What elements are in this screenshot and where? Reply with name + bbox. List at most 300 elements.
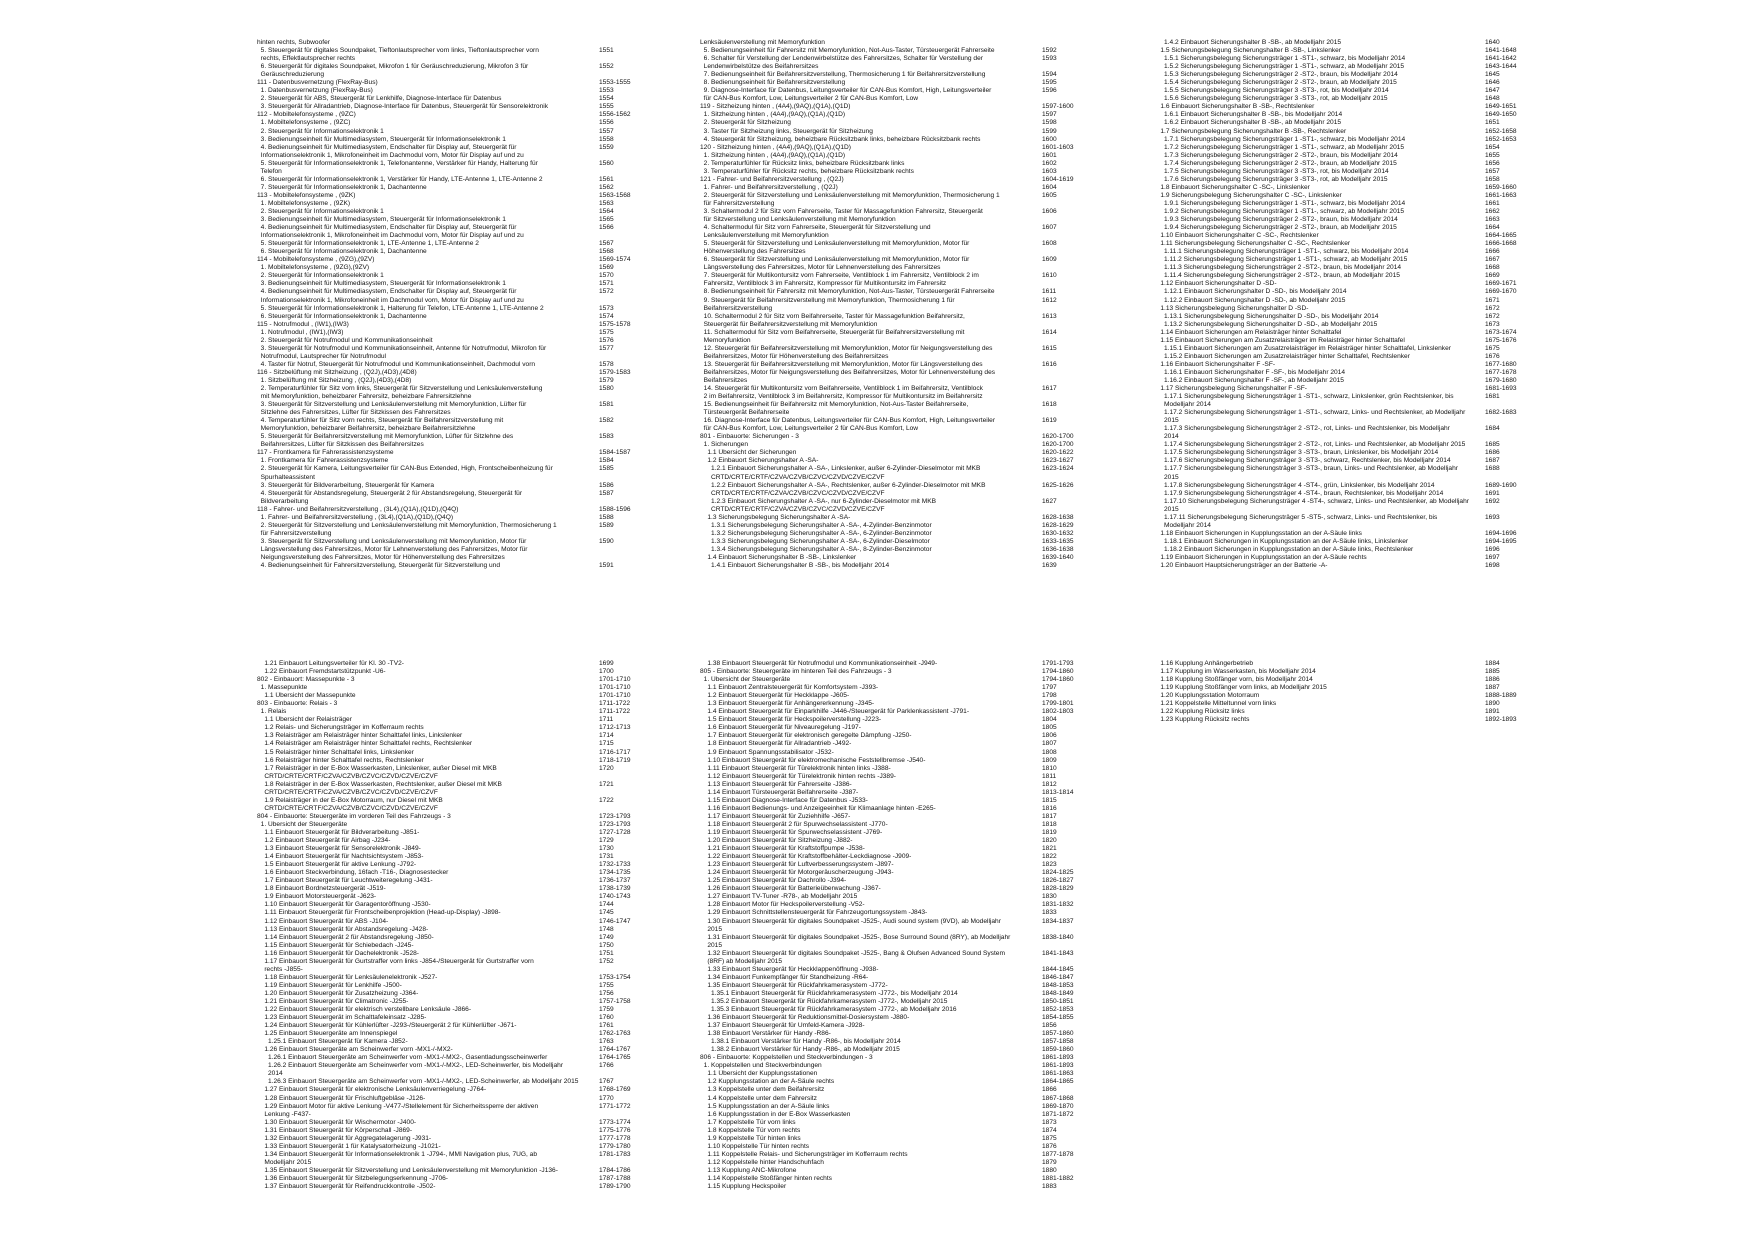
toc-entry[interactable] (700, 474, 1065, 482)
toc-entry[interactable] (700, 981, 1074, 990)
toc-entry[interactable] (1153, 288, 1517, 296)
toc-entry[interactable] (257, 144, 617, 152)
toc-entry[interactable] (257, 684, 631, 692)
toc-entry[interactable] (257, 538, 617, 546)
toc-entry[interactable] (257, 789, 617, 797)
toc-entry[interactable] (257, 385, 617, 393)
toc-entry[interactable] (700, 716, 1065, 724)
toc-entry[interactable] (257, 990, 617, 998)
toc-entry[interactable] (1153, 700, 1513, 708)
toc-entry[interactable] (1153, 87, 1513, 95)
toc-entry[interactable] (700, 668, 1074, 676)
toc-entry[interactable] (257, 668, 617, 676)
toc-entry[interactable] (700, 1175, 1074, 1183)
toc-entry[interactable] (700, 1054, 1074, 1062)
toc-entry[interactable] (257, 1046, 631, 1054)
toc-entry[interactable] (1153, 208, 1513, 216)
toc-entry[interactable] (257, 869, 631, 877)
toc-entry[interactable] (1153, 554, 1513, 562)
toc-entry[interactable] (700, 1094, 1074, 1103)
toc-entry[interactable] (700, 732, 1065, 740)
toc-entry[interactable] (1153, 474, 1513, 482)
toc-entry[interactable] (700, 1102, 1074, 1111)
toc-entry[interactable] (700, 152, 1065, 160)
toc-entry[interactable] (257, 1095, 617, 1103)
toc-entry[interactable] (257, 256, 631, 264)
toc-entry[interactable] (700, 329, 1065, 337)
toc-entry[interactable] (700, 917, 1074, 926)
toc-entry[interactable] (257, 522, 617, 530)
toc-entry[interactable] (1153, 498, 1513, 506)
toc-entry[interactable] (1153, 200, 1513, 208)
toc-entry[interactable] (257, 176, 617, 184)
toc-entry[interactable] (700, 1006, 1074, 1014)
toc-entry[interactable] (700, 1030, 1074, 1038)
toc-entry[interactable] (1153, 708, 1513, 716)
toc-entry[interactable] (1153, 240, 1517, 248)
toc-entry[interactable] (257, 1078, 617, 1086)
toc-entry[interactable] (700, 63, 1065, 71)
toc-entry[interactable] (700, 757, 1065, 765)
toc-entry[interactable] (700, 1062, 1074, 1070)
toc-entry[interactable] (700, 901, 1074, 909)
toc-entry[interactable] (1153, 692, 1517, 700)
toc-entry[interactable] (700, 684, 1065, 692)
toc-entry[interactable] (257, 482, 617, 490)
toc-entry[interactable] (700, 128, 1065, 136)
toc-entry[interactable] (1153, 537, 1517, 546)
toc-entry[interactable] (257, 337, 617, 345)
toc-entry[interactable] (700, 136, 1065, 144)
toc-entry[interactable] (257, 708, 631, 716)
toc-entry[interactable] (1153, 684, 1513, 692)
toc-entry[interactable] (700, 933, 1074, 942)
toc-entry[interactable] (700, 433, 1074, 441)
toc-entry[interactable] (257, 692, 631, 700)
toc-entry[interactable] (700, 1159, 1065, 1167)
toc-entry[interactable] (1153, 425, 1513, 433)
toc-entry[interactable] (1153, 490, 1513, 498)
toc-entry[interactable] (257, 732, 617, 740)
toc-entry[interactable] (700, 797, 1065, 805)
toc-entry[interactable] (700, 708, 1074, 716)
toc-entry[interactable] (1153, 353, 1513, 361)
toc-entry[interactable] (257, 973, 631, 982)
toc-entry[interactable] (700, 861, 1065, 869)
toc-entry[interactable] (1153, 280, 1517, 288)
toc-entry[interactable] (700, 997, 1074, 1006)
toc-entry[interactable] (257, 812, 631, 821)
toc-entry[interactable] (700, 288, 1065, 296)
toc-entry[interactable] (700, 1046, 1074, 1054)
toc-entry[interactable] (700, 385, 1065, 393)
toc-entry[interactable] (257, 184, 617, 192)
toc-entry[interactable] (700, 272, 1065, 280)
toc-entry[interactable] (700, 1022, 1065, 1030)
toc-entry[interactable] (257, 353, 617, 361)
toc-entry[interactable] (700, 87, 1065, 95)
toc-entry[interactable] (1153, 183, 1517, 192)
toc-entry[interactable] (257, 942, 617, 950)
toc-entry[interactable] (700, 1110, 1074, 1119)
toc-entry[interactable] (1153, 224, 1513, 232)
toc-entry[interactable] (257, 1166, 631, 1175)
toc-entry[interactable] (1153, 305, 1513, 313)
toc-entry[interactable] (700, 111, 1065, 119)
toc-entry[interactable] (257, 845, 617, 853)
toc-entry[interactable] (700, 1119, 1065, 1127)
toc-entry[interactable] (1153, 506, 1513, 514)
toc-entry[interactable] (257, 377, 617, 385)
toc-entry[interactable] (700, 529, 1074, 538)
toc-entry[interactable] (700, 869, 1074, 877)
toc-entry[interactable] (700, 393, 1065, 401)
toc-entry[interactable] (257, 345, 617, 353)
toc-entry[interactable] (257, 740, 617, 748)
toc-entry[interactable] (257, 805, 617, 813)
toc-entry[interactable] (1153, 176, 1513, 184)
toc-entry[interactable] (257, 756, 631, 765)
toc-entry[interactable] (700, 369, 1065, 377)
toc-entry[interactable] (257, 103, 617, 111)
toc-entry[interactable] (257, 457, 617, 465)
toc-entry[interactable] (257, 47, 617, 55)
toc-entry[interactable] (1153, 47, 1517, 55)
toc-entry[interactable] (700, 224, 1065, 232)
toc-entry[interactable] (700, 554, 1074, 562)
toc-entry[interactable] (700, 449, 1074, 457)
toc-entry[interactable] (257, 997, 631, 1006)
toc-entry[interactable] (257, 152, 617, 160)
toc-entry[interactable] (700, 521, 1074, 530)
toc-entry[interactable] (257, 554, 617, 562)
toc-entry[interactable] (700, 788, 1074, 797)
toc-entry[interactable] (257, 441, 617, 449)
toc-entry[interactable] (257, 893, 631, 901)
toc-entry[interactable] (257, 837, 617, 845)
toc-entry[interactable] (257, 474, 617, 482)
toc-entry[interactable] (700, 740, 1065, 748)
toc-entry[interactable] (700, 313, 1065, 321)
toc-entry[interactable] (257, 1062, 617, 1070)
toc-entry[interactable] (700, 1183, 1065, 1191)
toc-entry[interactable] (257, 313, 617, 321)
toc-entry[interactable] (700, 853, 1065, 861)
toc-entry[interactable] (1153, 216, 1513, 224)
toc-entry[interactable] (257, 128, 617, 136)
toc-entry[interactable] (1153, 119, 1513, 127)
toc-entry[interactable] (700, 942, 1065, 950)
toc-entry[interactable] (257, 748, 631, 757)
toc-entry[interactable] (700, 813, 1065, 821)
toc-entry[interactable] (700, 545, 1074, 554)
toc-entry[interactable] (1153, 376, 1517, 385)
toc-entry[interactable] (700, 490, 1065, 498)
toc-entry[interactable] (700, 958, 1065, 966)
toc-entry[interactable] (700, 1143, 1065, 1151)
toc-entry[interactable] (1153, 152, 1513, 160)
toc-entry[interactable] (257, 982, 617, 990)
toc-entry[interactable] (700, 1086, 1065, 1094)
toc-entry[interactable] (257, 401, 617, 409)
toc-entry[interactable] (1153, 529, 1517, 538)
toc-entry[interactable] (700, 1038, 1074, 1046)
toc-entry[interactable] (1153, 71, 1513, 79)
toc-entry[interactable] (257, 79, 631, 87)
toc-entry[interactable] (700, 192, 1065, 200)
toc-entry[interactable] (1153, 313, 1513, 321)
toc-entry[interactable] (257, 329, 617, 337)
toc-entry[interactable] (257, 191, 631, 200)
toc-entry[interactable] (700, 345, 1065, 353)
toc-entry[interactable] (257, 724, 631, 732)
toc-entry[interactable] (700, 465, 1074, 473)
toc-entry[interactable] (257, 885, 631, 893)
toc-entry[interactable] (1153, 449, 1513, 457)
toc-entry[interactable] (257, 119, 617, 127)
toc-entry[interactable] (1153, 433, 1513, 441)
toc-entry[interactable] (700, 749, 1065, 757)
toc-entry[interactable] (700, 1150, 1074, 1159)
toc-entry[interactable] (257, 1086, 631, 1094)
toc-entry[interactable] (700, 441, 1074, 449)
toc-entry[interactable] (700, 401, 1065, 409)
toc-entry[interactable] (1153, 716, 1517, 724)
toc-entry[interactable] (700, 264, 1065, 272)
toc-entry[interactable] (257, 87, 617, 95)
toc-entry[interactable] (1153, 297, 1513, 305)
toc-entry[interactable] (1153, 368, 1517, 377)
toc-entry[interactable] (257, 264, 617, 272)
toc-entry[interactable] (1153, 668, 1513, 676)
toc-entry[interactable] (257, 1038, 617, 1046)
toc-entry[interactable] (257, 1175, 631, 1183)
toc-entry[interactable] (257, 546, 617, 554)
toc-entry[interactable] (1153, 660, 1513, 668)
toc-entry[interactable] (700, 377, 1065, 385)
toc-entry[interactable] (257, 1022, 617, 1030)
toc-entry[interactable] (700, 143, 1074, 152)
toc-entry[interactable] (700, 1135, 1065, 1143)
toc-entry[interactable] (700, 256, 1065, 264)
toc-entry[interactable] (700, 71, 1065, 79)
toc-entry[interactable] (700, 47, 1065, 55)
toc-entry[interactable] (257, 160, 617, 168)
toc-entry[interactable] (1153, 127, 1517, 136)
toc-entry[interactable] (257, 1014, 617, 1022)
toc-entry[interactable] (1153, 522, 1513, 530)
toc-entry[interactable] (700, 1127, 1065, 1135)
toc-entry[interactable] (257, 901, 617, 909)
toc-entry[interactable] (1153, 360, 1517, 369)
toc-entry[interactable] (257, 1006, 617, 1014)
toc-entry[interactable] (257, 224, 617, 232)
toc-entry[interactable] (700, 660, 1074, 668)
toc-entry[interactable] (700, 280, 1065, 288)
toc-entry[interactable] (257, 297, 617, 305)
toc-entry[interactable] (257, 498, 617, 506)
toc-entry[interactable] (257, 765, 617, 773)
toc-entry[interactable] (1153, 103, 1517, 111)
toc-entry[interactable] (700, 321, 1065, 329)
toc-entry[interactable] (1153, 562, 1513, 570)
toc-entry[interactable] (257, 216, 617, 224)
toc-entry[interactable] (700, 417, 1065, 425)
toc-entry[interactable] (257, 1183, 631, 1191)
toc-entry[interactable] (257, 1142, 631, 1151)
toc-entry[interactable] (700, 765, 1065, 773)
toc-entry[interactable] (1153, 481, 1517, 490)
toc-entry[interactable] (257, 465, 617, 473)
toc-entry[interactable] (1153, 336, 1517, 345)
toc-entry[interactable] (257, 200, 617, 208)
toc-entry[interactable] (1153, 63, 1517, 71)
toc-entry[interactable] (700, 240, 1065, 248)
toc-entry[interactable] (700, 877, 1074, 885)
toc-entry[interactable] (1153, 321, 1513, 329)
toc-entry[interactable] (700, 498, 1065, 506)
toc-entry[interactable] (257, 934, 617, 942)
toc-entry[interactable] (700, 1014, 1074, 1022)
toc-entry[interactable] (1153, 55, 1517, 63)
toc-entry[interactable] (700, 305, 1065, 313)
toc-entry[interactable] (700, 353, 1065, 361)
toc-entry[interactable] (257, 240, 617, 248)
toc-entry[interactable] (257, 700, 631, 708)
toc-entry[interactable] (257, 1159, 617, 1167)
toc-entry[interactable] (700, 805, 1065, 813)
toc-entry[interactable] (1153, 328, 1517, 337)
toc-entry[interactable] (700, 248, 1065, 256)
toc-entry[interactable] (257, 530, 617, 538)
toc-entry[interactable] (700, 337, 1065, 345)
toc-entry[interactable] (257, 63, 617, 71)
toc-entry[interactable] (1153, 385, 1517, 393)
toc-entry[interactable] (257, 425, 617, 433)
toc-entry[interactable] (1153, 409, 1517, 417)
toc-entry[interactable] (257, 781, 617, 789)
toc-entry[interactable] (257, 1134, 631, 1143)
toc-entry[interactable] (257, 136, 617, 144)
toc-entry[interactable] (257, 1126, 631, 1135)
toc-entry[interactable] (257, 208, 617, 216)
toc-entry[interactable] (700, 168, 1065, 176)
toc-entry[interactable] (257, 232, 617, 240)
toc-entry[interactable] (1153, 393, 1513, 401)
toc-entry[interactable] (257, 828, 631, 837)
toc-entry[interactable] (700, 39, 1065, 47)
toc-entry[interactable] (700, 409, 1065, 417)
toc-entry[interactable] (1153, 457, 1513, 465)
toc-entry[interactable] (700, 909, 1065, 917)
toc-entry[interactable] (257, 71, 617, 79)
toc-entry[interactable] (700, 175, 1074, 184)
toc-entry[interactable] (257, 305, 617, 313)
toc-entry[interactable] (257, 1118, 631, 1127)
toc-entry[interactable] (700, 821, 1065, 829)
toc-entry[interactable] (700, 506, 1065, 514)
toc-entry[interactable] (700, 989, 1074, 998)
toc-entry[interactable] (700, 885, 1074, 893)
toc-entry[interactable] (257, 861, 631, 869)
toc-entry[interactable] (700, 425, 1065, 433)
toc-entry[interactable] (1153, 135, 1517, 144)
toc-entry[interactable] (1153, 272, 1513, 280)
toc-entry[interactable] (1153, 465, 1513, 473)
toc-entry[interactable] (257, 361, 617, 369)
toc-entry[interactable] (257, 660, 617, 668)
toc-entry[interactable] (700, 845, 1065, 853)
toc-entry[interactable] (1153, 345, 1513, 353)
toc-entry[interactable] (257, 39, 617, 47)
toc-entry[interactable] (700, 232, 1065, 240)
toc-entry[interactable] (700, 513, 1074, 522)
toc-entry[interactable] (700, 481, 1074, 490)
toc-entry[interactable] (257, 877, 631, 885)
toc-entry[interactable] (257, 393, 617, 401)
toc-entry[interactable] (257, 966, 617, 974)
toc-entry[interactable] (700, 700, 1074, 708)
toc-entry[interactable] (700, 926, 1065, 934)
toc-entry[interactable] (257, 1030, 631, 1038)
toc-entry[interactable] (700, 103, 1074, 111)
toc-entry[interactable] (1153, 79, 1513, 87)
toc-entry[interactable] (257, 820, 631, 829)
toc-entry[interactable] (1153, 39, 1513, 47)
toc-entry[interactable] (1153, 111, 1517, 119)
toc-entry[interactable] (700, 160, 1065, 168)
toc-entry[interactable] (257, 433, 617, 441)
toc-entry[interactable] (1153, 168, 1513, 176)
toc-entry[interactable] (1153, 441, 1513, 449)
toc-entry[interactable] (257, 505, 631, 514)
toc-entry[interactable] (700, 773, 1065, 781)
toc-entry[interactable] (257, 797, 617, 805)
toc-entry[interactable] (1153, 191, 1517, 200)
toc-entry[interactable] (257, 909, 617, 917)
toc-entry[interactable] (257, 368, 631, 377)
toc-entry[interactable] (700, 361, 1065, 369)
toc-entry[interactable] (1153, 160, 1513, 168)
toc-entry[interactable] (257, 514, 617, 522)
toc-entry[interactable] (700, 973, 1074, 982)
toc-entry[interactable] (257, 111, 631, 119)
toc-entry[interactable] (257, 95, 617, 103)
toc-entry[interactable] (257, 1070, 617, 1078)
toc-entry[interactable] (700, 95, 1065, 103)
toc-entry[interactable] (700, 216, 1065, 224)
toc-entry[interactable] (700, 724, 1065, 732)
toc-entry[interactable] (1153, 144, 1513, 152)
toc-entry[interactable] (700, 184, 1065, 192)
toc-entry[interactable] (257, 320, 631, 329)
toc-entry[interactable] (700, 208, 1065, 216)
toc-entry[interactable] (1153, 256, 1513, 264)
toc-entry[interactable] (257, 288, 617, 296)
toc-entry[interactable] (257, 926, 617, 934)
toc-entry[interactable] (1153, 514, 1513, 522)
toc-entry[interactable] (1153, 417, 1513, 425)
toc-entry[interactable] (257, 449, 631, 457)
toc-entry[interactable] (257, 716, 617, 724)
toc-entry[interactable] (700, 676, 1074, 684)
toc-entry[interactable] (700, 537, 1074, 546)
toc-entry[interactable] (257, 917, 631, 926)
toc-entry[interactable] (700, 893, 1065, 901)
toc-entry[interactable] (257, 950, 617, 958)
toc-entry[interactable] (257, 168, 617, 176)
toc-entry[interactable] (700, 562, 1065, 570)
